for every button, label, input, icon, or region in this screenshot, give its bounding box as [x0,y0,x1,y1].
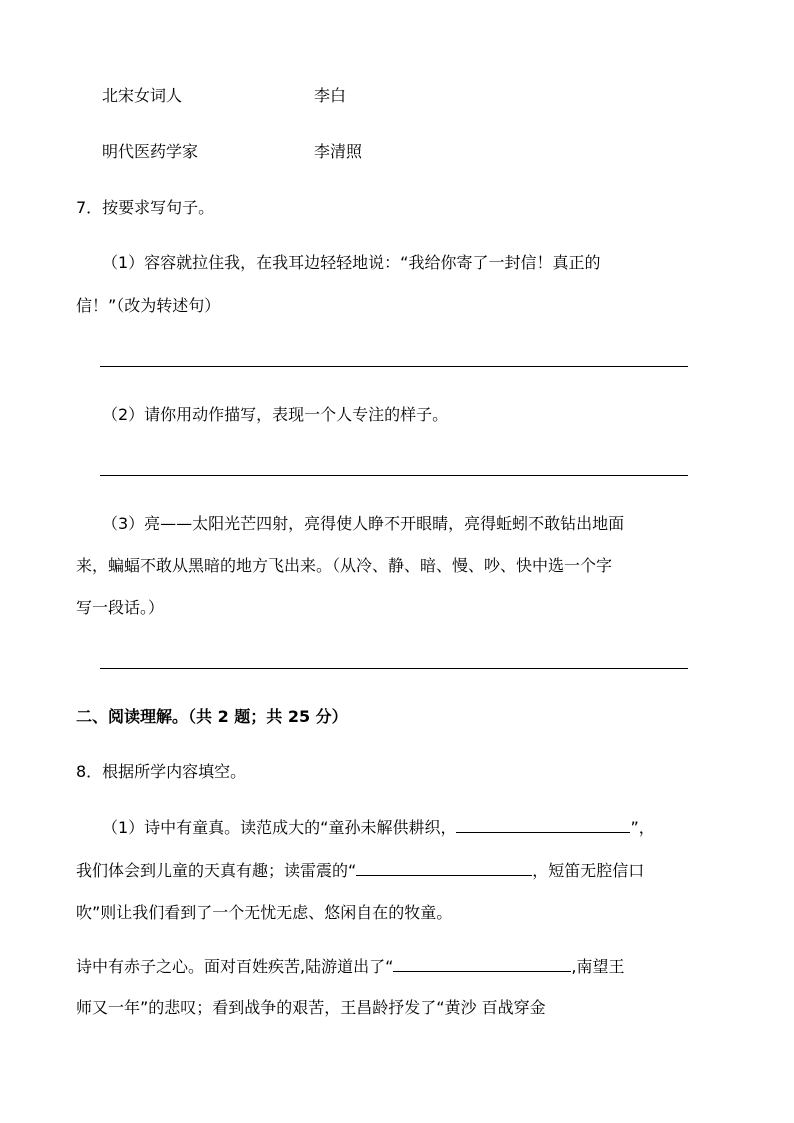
section-2-heading: 二、阅读理解。（共 2 题；共 25 分） [76,707,348,726]
q8-para2-line1 [76,956,624,977]
question-7-title: 7．按要求写句子。 [76,198,215,217]
q7-sub1-line1: （1）容容就拉住我，在我耳边轻轻地说：“我给你寄了一封信！真正的 [102,253,601,272]
match-right-2: 李清照 [314,142,363,161]
q8-p4-text-b: ,南望王 [571,957,625,976]
fill-blank-2[interactable] [356,860,532,876]
q8-p4-text-a: 诗中有赤子之心。面对百姓疾苦,陆游道出了“ [76,957,394,976]
q8-p2-text-b: ，短笛无腔信口 [532,861,645,880]
q8-para1-line1 [102,817,655,838]
answer-line-1[interactable] [100,366,688,367]
q8-p2-text-a: 我们体会到儿童的天真有趣；读雷震的“ [76,861,357,880]
match-left-2: 明代医药学家 [102,142,199,161]
fill-blank-3[interactable] [393,956,571,972]
q8-para1-line2 [76,860,644,881]
q8-p1-text-b: ”， [630,818,655,837]
q7-sub3-line3: 写一段话。） [76,598,165,617]
fill-blank-1[interactable] [456,817,630,833]
q7-sub3-line1: （3）亮——太阳光芒四射，亮得使人睁不开眼睛，亮得蚯蚓不敢钻出地面 [102,514,625,533]
q7-sub3-line2: 来，蝙蝠不敢从黑暗的地方飞出来。（从冷、静、暗、慢、吵、快中选一个字 [76,556,613,575]
q8-para2-line2: 师又一年”的悲叹；看到战争的艰苦，王昌龄抒发了“黄沙 百战穿金 [76,998,546,1017]
q7-sub1-line2: 信！”（改为转述句） [76,296,221,315]
answer-line-2[interactable] [100,475,688,476]
answer-line-3[interactable] [100,668,688,669]
match-right-1: 李白 [314,86,347,105]
question-8-title: 8．根据所学内容填空。 [76,762,247,781]
q7-sub2: （2）请你用动作描写，表现一个人专注的样子。 [102,405,449,424]
q8-para1-line3: 吹”则让我们看到了一个无忧无虑、悠闲自在的牧童。 [76,903,453,922]
match-left-1: 北宋女词人 [102,86,183,105]
q8-p1-text-a: （1）诗中有童真。读范成大的“童孙未解供耕织， [102,818,457,837]
